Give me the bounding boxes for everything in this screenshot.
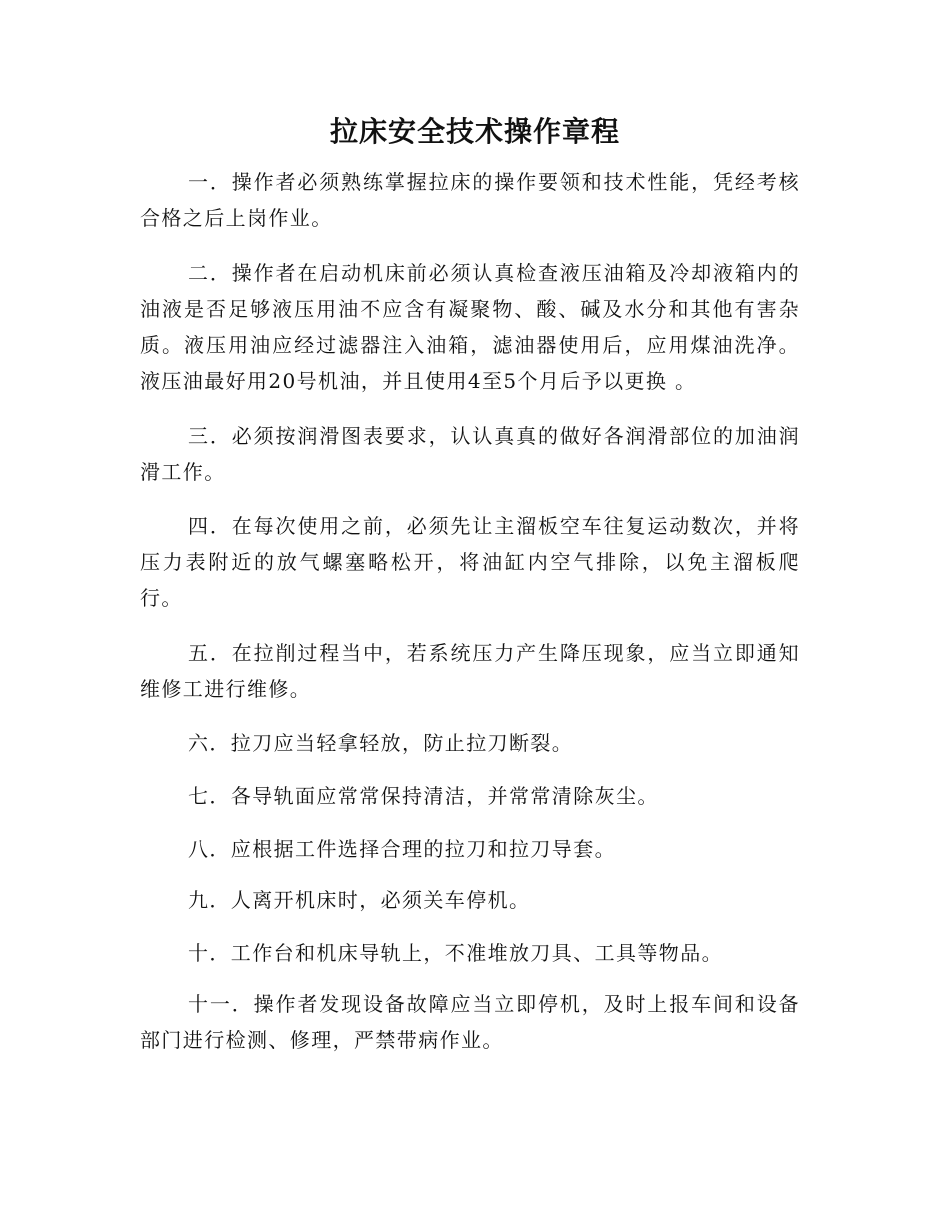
paragraph-3: 三．必须按润滑图表要求，认认真真的做好各润滑部位的加油润滑工作。 [140,424,800,484]
paragraph-2: 二．操作者在启动机床前必须认真检查液压油箱及冷却液箱内的油液是否足够液压用油不应含有凝聚物、酸、碱及水分和其他有害杂质。液压用油应经过滤器注入油箱，滤油器使用后，应用煤油洗净。液压油最好用20号机油，并且使用4至5个月后予以更换 。 [140,261,800,393]
paragraph-4: 四．在每次使用之前，必须先让主溜板空车往复运动数次，并将压力表附近的放气螺塞略松开，将油缸内空气排除，以免主溜板爬行。 [140,514,800,610]
paragraph-7: 七．各导轨面应常常保持清洁，并常常清除灰尘。 [188,784,659,808]
paragraph-5: 五．在拉削过程当中，若系统压力产生降压现象，应当立即通知维修工进行维修。 [140,641,800,701]
paragraph-10: 十．工作台和机床导轨上，不准堆放刀具、工具等物品。 [188,941,723,965]
document-title: 拉床安全技术操作章程 [329,115,620,148]
paragraph-1: 一．操作者必须熟练掌握拉床的操作要领和技术性能，凭经考核合格之后上岗作业。 [140,170,800,230]
paragraph-9: 九．人离开机床时，必须关车停机。 [188,888,531,912]
paragraph-8: 八．应根据工件选择合理的拉刀和拉刀导套。 [188,837,616,861]
paragraph-6: 六．拉刀应当轻拿轻放，防止拉刀断裂。 [188,731,574,755]
paragraph-11: 十一．操作者发现设备故障应当立即停机，及时上报车间和设备部门进行检测、修理，严禁带病作业。 [140,992,800,1052]
